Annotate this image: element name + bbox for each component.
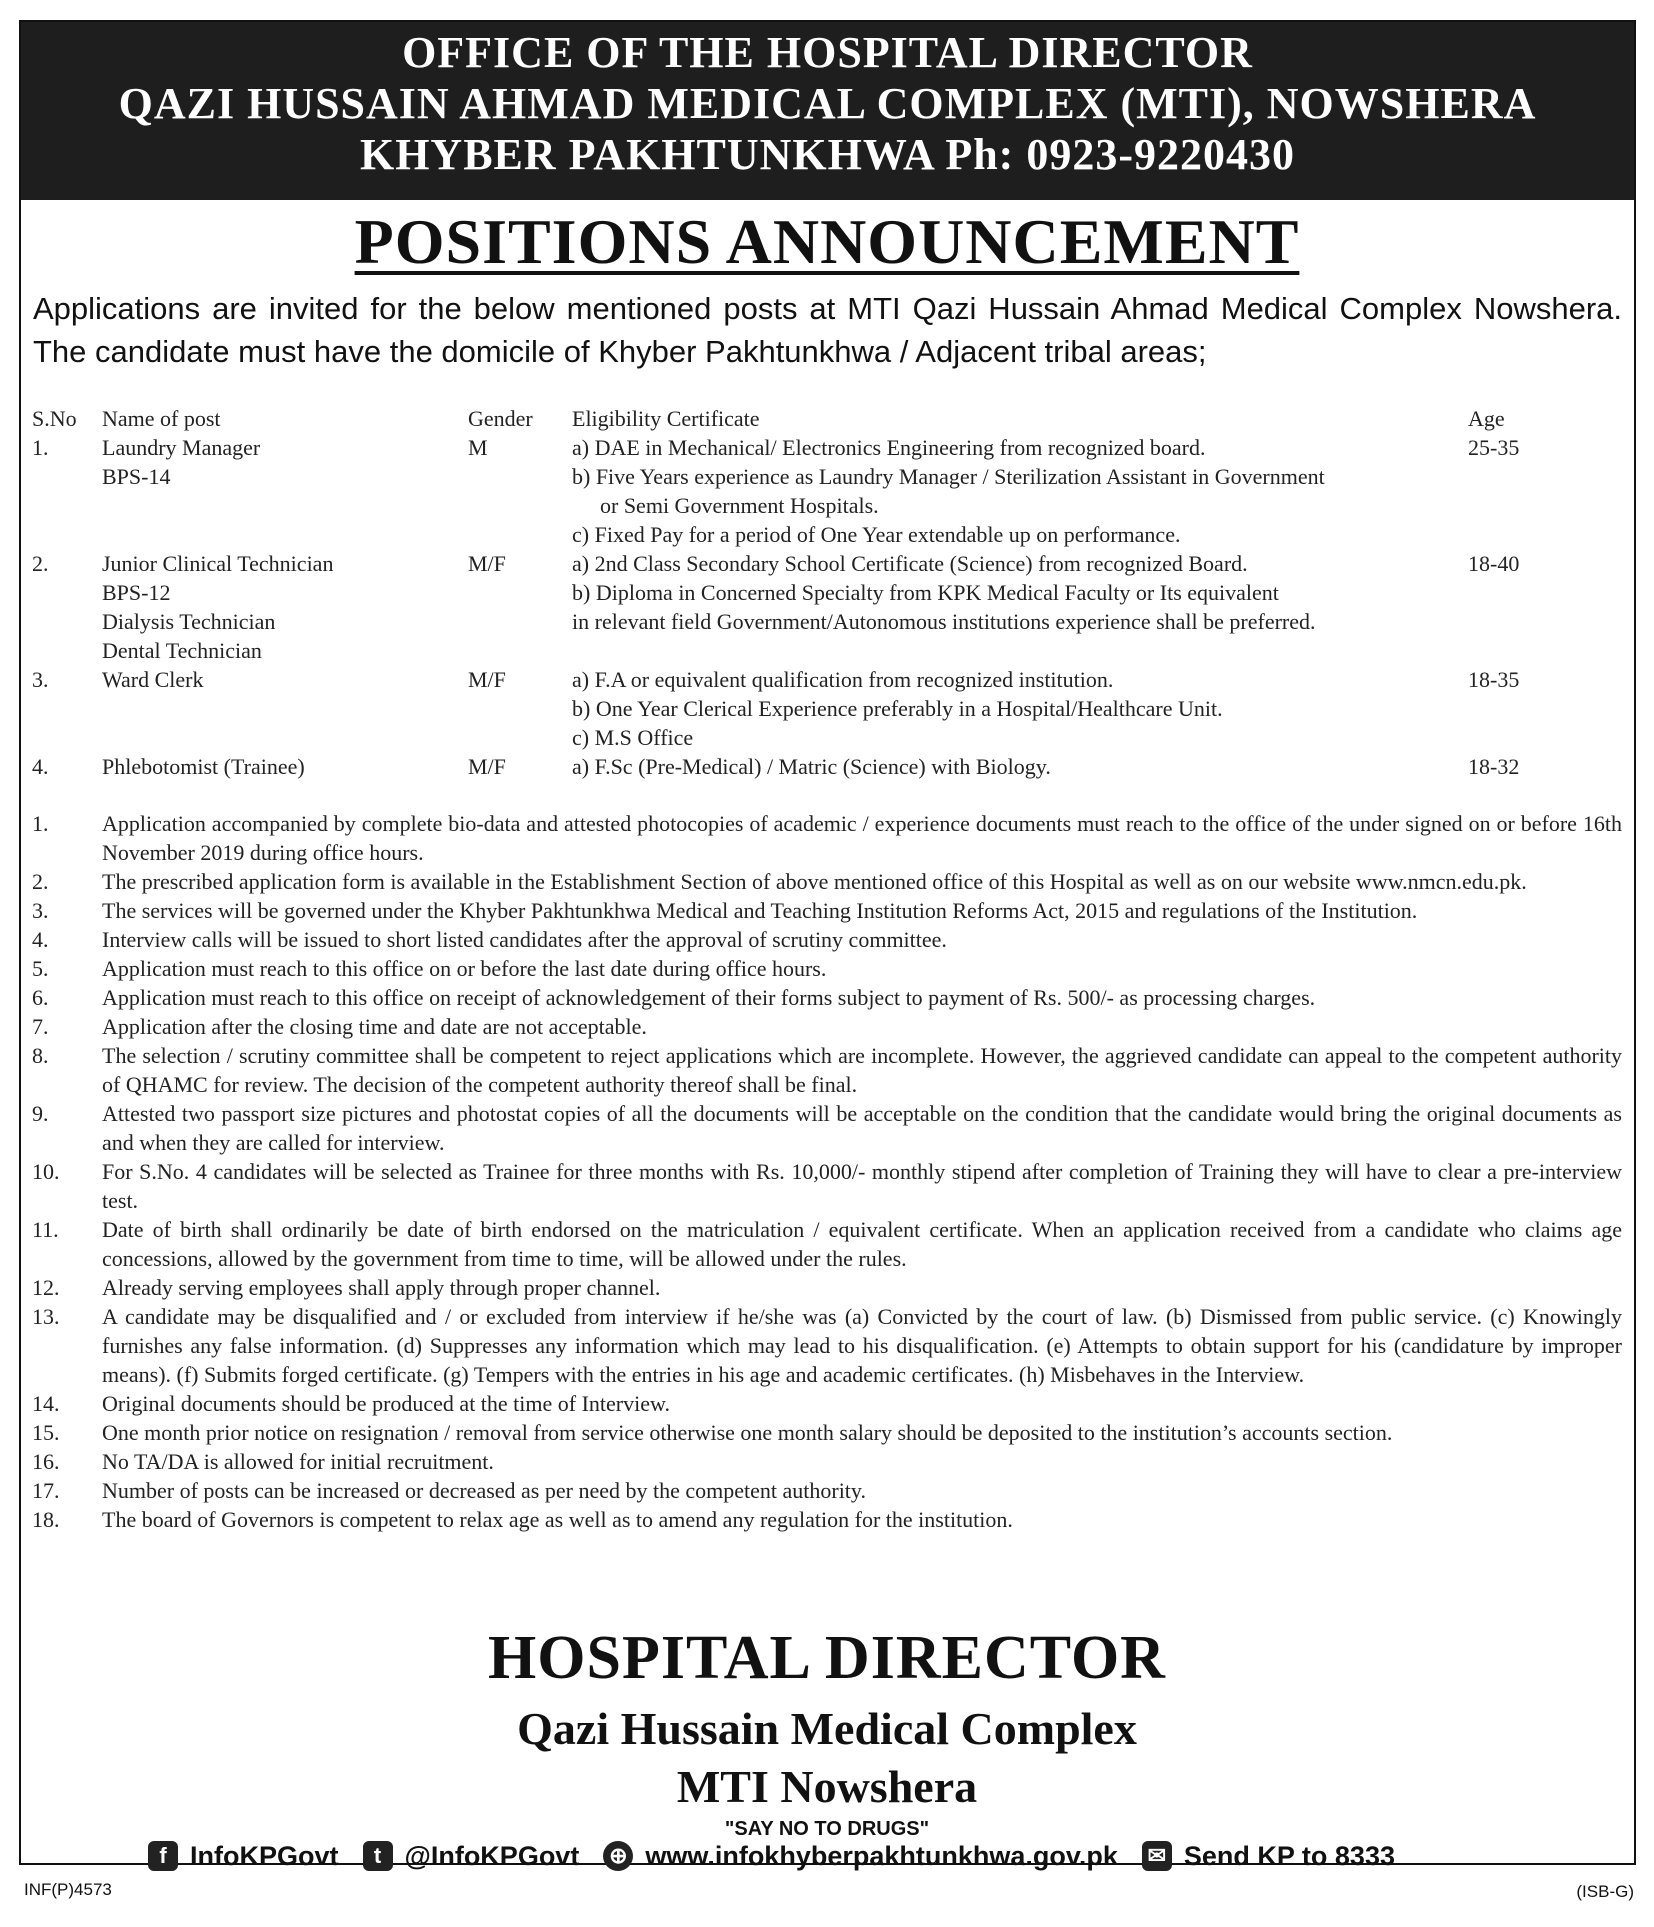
intro-paragraph: Applications are invited for the below mentioned posts at MTI Qazi Hussain Ahmad Medical Complex Nowshera. The candidate must have the domicile of Khyber Pakhtunkhwa / Adjacent tribal areas; bbox=[33, 291, 1622, 369]
list-item: 6. Application must reach to this office on receipt of acknowledgement of their forms subject to payment of Rs. 500/- as processing charges. bbox=[32, 985, 1316, 1010]
header-name: Name of post bbox=[102, 406, 221, 431]
table-header-row bbox=[32, 404, 1622, 433]
row-post-name: Ward Clerk bbox=[102, 667, 204, 692]
header-eligibility: Eligibility Certificate bbox=[572, 406, 760, 431]
header-complex: QAZI HUSSAIN AHMAD MEDICAL COMPLEX (MTI), NOWSHERA bbox=[118, 79, 1537, 128]
list-item: 7. Application after the closing time and date are not acceptable. bbox=[32, 1014, 647, 1039]
row-age: 18-35 bbox=[1468, 667, 1520, 692]
ad-reference-code: INF(P)4573 bbox=[24, 1880, 112, 1899]
sms-text: Send KP to 8333 bbox=[1183, 1840, 1395, 1871]
row-eligibility: a) F.A or equivalent qualification from recognized institution. b) One Year Clerical Experience preferably in a Hospital/Healthcare Unit. c) M.S Office bbox=[572, 667, 1223, 750]
row-sno: 2. bbox=[32, 551, 49, 576]
terms-list bbox=[32, 809, 1622, 1534]
sms-info bbox=[1142, 1841, 1395, 1872]
header-age: Age bbox=[1468, 406, 1505, 431]
facebook-handle: InfoKPGovt bbox=[190, 1840, 339, 1871]
signature-title: HOSPITAL DIRECTOR bbox=[488, 1624, 1166, 1692]
table-row bbox=[32, 549, 1622, 665]
twitter-icon: t bbox=[363, 1841, 393, 1871]
page-title: POSITIONS ANNOUNCEMENT bbox=[354, 206, 1300, 277]
row-age: 25-35 bbox=[1468, 435, 1520, 460]
row-eligibility: a) 2nd Class Secondary School Certificate (Science) from recognized Board. b) Diploma in Concerned Specialty from KPK Medical Faculty or Its equivalent in relevant field Government/Autonomous institutions experience shall be preferred. bbox=[572, 551, 1316, 634]
row-gender: M/F bbox=[468, 551, 506, 576]
list-item: 18. The board of Governors is competent to relax age as well as to amend any regulation for the institution. bbox=[32, 1507, 1013, 1532]
list-item: 3. The services will be governed under the Khyber Pakhtunkhwa Medical and Teaching Institution Reforms Act, 2015 and regulations of the Institution. bbox=[32, 898, 1418, 923]
list-item: 5. Application must reach to this office on or before the last date during office hours. bbox=[32, 956, 827, 981]
signature-place: MTI Nowshera bbox=[676, 1761, 978, 1812]
row-sno: 1. bbox=[32, 435, 49, 460]
table-row bbox=[32, 665, 1622, 752]
row-gender: M bbox=[468, 435, 488, 460]
region-code: (ISB-G) bbox=[1576, 1882, 1634, 1901]
list-item: 1. Application accompanied by complete bio-data and attested photocopies of academic / experience documents must reach to the office of the under signed on or before 16th November 2019 during office hours. bbox=[32, 811, 1622, 865]
row-eligibility: a) DAE in Mechanical/ Electronics Engineering from recognized board. b) Five Years experience as Laundry Manager / Sterilization Assistant in Government or Semi Government Hospitals. c) Fixed Pay for a period of One Year extendable up on performance. bbox=[572, 435, 1325, 547]
row-post-name: Laundry Manager BPS-14 bbox=[102, 435, 261, 489]
list-item: 14. Original documents should be produced at the time of Interview. bbox=[32, 1391, 670, 1416]
website-link[interactable] bbox=[603, 1841, 1118, 1872]
list-item: 2. The prescribed application form is available in the Establishment Section of above mentioned office of this Hospital as well as on our website www.nmcn.edu.pk. bbox=[32, 869, 1527, 894]
list-item: 16. No TA/DA is allowed for initial recruitment. bbox=[32, 1449, 494, 1474]
row-eligibility: a) F.Sc (Pre-Medical) / Matric (Science) with Biology. bbox=[572, 754, 1051, 779]
facebook-icon: f bbox=[148, 1841, 178, 1871]
list-item: 10. For S.No. 4 candidates will be selected as Trainee for three months with Rs. 10,000/- monthly stipend after completion of Training they will have to clear a pre-interview test. bbox=[32, 1159, 1622, 1213]
list-item: 15. One month prior notice on resignation / removal from service otherwise one month salary should be deposited to the institution’s accounts section. bbox=[32, 1420, 1393, 1445]
table-row bbox=[32, 433, 1622, 549]
signature-org: Qazi Hussain Medical Complex bbox=[517, 1703, 1137, 1754]
list-item: 8. The selection / scrutiny committee shall be competent to reject applications which are incomplete. However, the aggrieved candidate can appeal to the competent authority of QHAMC for review. The decision of the competent authority thereof shall be final. bbox=[32, 1043, 1622, 1097]
row-gender: M/F bbox=[468, 754, 506, 779]
row-sno: 4. bbox=[32, 754, 49, 779]
list-item: 11. Date of birth shall ordinarily be date of birth endorsed on the matriculation / equivalent certificate. When an application received from a candidate who claims age concessions, allowed by the government from time to time, will be allowed under the rules. bbox=[32, 1217, 1622, 1271]
website-url: www.infokhyberpakhtunkhwa.gov.pk bbox=[645, 1840, 1118, 1871]
row-age: 18-40 bbox=[1468, 551, 1520, 576]
row-age: 18-32 bbox=[1468, 754, 1520, 779]
list-item: 9. Attested two passport size pictures and photostat copies of all the documents will be acceptable on the condition that the candidate would bring the original documents as and when they are called for interview. bbox=[32, 1101, 1622, 1155]
list-item: 4. Interview calls will be issued to short listed candidates after the approval of scrutiny committee. bbox=[32, 927, 947, 952]
list-item: 13. A candidate may be disqualified and / or excluded from interview if he/she was (a) Convicted by the court of law. (b) Dismissed from public service. (c) Knowingly furnishes any false information. (d) Suppresses any information which may lead to his disqualification. (e) Attempts to obtain support for his (candidature by improper means). (f) Submits forged certificate. (g) Tempers with the entries in his age and academic certificates. (h) Misbehaves in the Interview. bbox=[32, 1304, 1622, 1387]
slogan: "SAY NO TO DRUGS" bbox=[724, 1818, 930, 1840]
twitter-handle: @InfoKPGovt bbox=[404, 1840, 580, 1871]
social-bar bbox=[148, 1836, 1419, 1876]
header-banner bbox=[21, 22, 1634, 200]
row-post-name: Phlebotomist (Trainee) bbox=[102, 754, 305, 779]
twitter-link[interactable] bbox=[363, 1841, 580, 1872]
row-post-name: Junior Clinical Technician BPS-12 Dialysis Technician Dental Technician bbox=[102, 551, 334, 663]
list-item: 12. Already serving employees shall apply through proper channel. bbox=[32, 1275, 661, 1300]
list-item: 17. Number of posts can be increased or decreased as per need by the competent authority. bbox=[32, 1478, 866, 1503]
header-gender: Gender bbox=[468, 406, 533, 431]
header-office: OFFICE OF THE HOSPITAL DIRECTOR bbox=[402, 28, 1253, 77]
table-row bbox=[32, 752, 1622, 781]
row-gender: M/F bbox=[468, 667, 506, 692]
header-sno: S.No bbox=[32, 406, 77, 431]
row-sno: 3. bbox=[32, 667, 49, 692]
sms-icon: ✉ bbox=[1142, 1841, 1172, 1871]
header-address-phone: KHYBER PAKHTUNKHWA Ph: 0923-9220430 bbox=[359, 130, 1295, 179]
positions-table bbox=[32, 404, 1622, 781]
facebook-link[interactable] bbox=[148, 1841, 339, 1872]
globe-icon: ⊕ bbox=[603, 1841, 633, 1871]
